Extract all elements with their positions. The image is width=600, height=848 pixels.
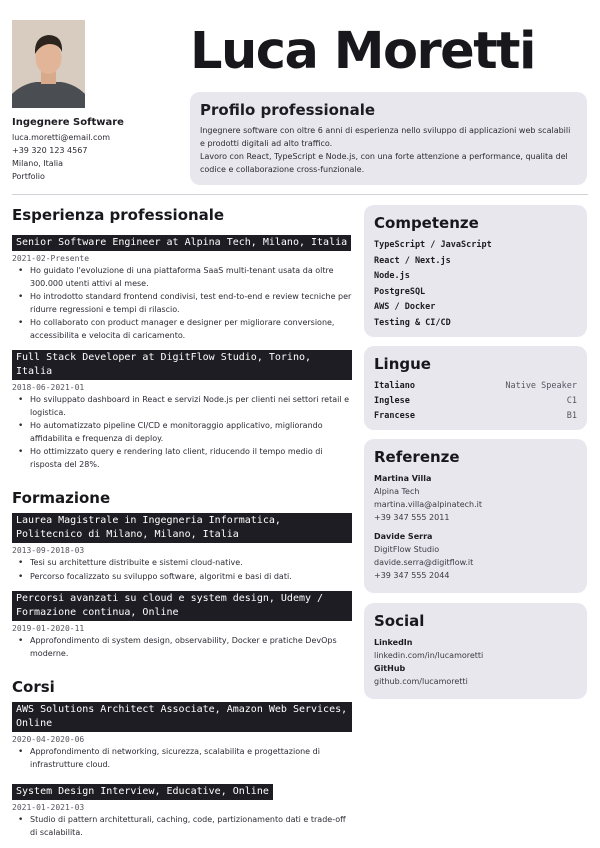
list-item: • Ho automatizzato pipeline CI/CD e monitoraggio applicativo, migliorando affidabilita e frequenza di deploy.	[30, 420, 352, 445]
entry-date: 2020-04-2020-06	[12, 735, 85, 744]
list-item: • Ho sviluppato dashboard in React e servizi Node.js per clienti nei settori retail e logistica.	[30, 394, 352, 419]
list-item: • Ho introdotto standard frontend condivisi, test end-to-end e review tecniche per ridurre regressioni e tempi di rilascio.	[30, 291, 352, 316]
social-link[interactable]: linkedin.com/in/lucamoretti	[374, 651, 484, 660]
languages-title: Lingue	[374, 355, 431, 373]
courses-title: Corsi	[12, 678, 55, 696]
phone-number: +39 320 123 4567	[12, 146, 88, 155]
language-name: Italiano	[374, 381, 415, 391]
experience-entry	[12, 350, 352, 471]
language-level: B1	[566, 411, 577, 421]
social-name: GitHub	[374, 664, 406, 673]
language-row	[374, 379, 577, 394]
reference-entry	[374, 530, 577, 582]
skill-item: Testing & CI/CD	[374, 317, 451, 328]
social-link[interactable]: github.com/lucamoretti	[374, 677, 468, 686]
skill-item: PostgreSQL	[374, 286, 426, 297]
list-item: • Percorso focalizzato su sviluppo software, algoritmi e basi di dati.	[30, 571, 352, 584]
list-item: • Approfondimento di networking, sicurezza, scalabilita e progettazione di infrastrutture cloud.	[30, 746, 352, 771]
language-name: Inglese	[374, 396, 410, 406]
list-item: • Ho guidato l'evoluzione di una piattaforma SaaS multi-tenant usata da oltre 300.000 utenti attivi al mese.	[30, 265, 352, 290]
list-item: • Studio di pattern architetturali, caching, code, partizionamento dati e trade-off di scalabilita.	[30, 814, 352, 839]
reference-name: Davide Serra	[374, 532, 433, 541]
course-entry	[12, 779, 352, 839]
entry-heading: Laurea Magistrale in Ingegneria Informatica, Politecnico di Milano, Milano, Italia	[12, 513, 352, 543]
social-title: Social	[374, 612, 425, 630]
language-row	[374, 409, 577, 424]
reference-company: Alpina Tech	[374, 487, 420, 496]
entry-date: 2021-02-Presente	[12, 254, 90, 263]
reference-entry	[374, 472, 577, 524]
location: Milano, Italia	[12, 159, 64, 168]
divider	[12, 194, 588, 195]
language-level: Native Speaker	[505, 381, 577, 391]
reference-phone: +39 347 555 2044	[374, 571, 450, 580]
list-item: • Ho ottimizzato query e rendering lato client, riducendo il tempo medio di risposta del 28%.	[30, 446, 352, 471]
email-link[interactable]: luca.moretti@email.com	[12, 133, 111, 142]
reference-email[interactable]: martina.villa@alpinatech.it	[374, 500, 482, 509]
entry-heading: System Design Interview, Educative, Online	[12, 784, 273, 800]
profile-card	[190, 92, 587, 185]
experience-title: Esperienza professionale	[12, 206, 225, 224]
reference-email[interactable]: davide.serra@digitflow.it	[374, 558, 474, 567]
portfolio-link[interactable]: Portfolio	[12, 172, 45, 181]
course-entry	[12, 702, 352, 771]
social-name: LinkedIn	[374, 638, 413, 647]
skill-item: React / Next.js	[374, 255, 451, 266]
references-title: Referenze	[374, 448, 460, 466]
entry-heading: Percorsi avanzati su cloud e system design, Udemy / Formazione continua, Online	[12, 591, 352, 621]
language-level: C1	[566, 396, 577, 406]
education-title: Formazione	[12, 489, 111, 507]
list-item: • Approfondimento di system design, observability, Docker e pratiche DevOps moderne.	[30, 635, 352, 660]
entry-heading: Full Stack Developer at DigitFlow Studio, Torino, Italia	[12, 350, 352, 380]
entry-date: 2021-01-2021-03	[12, 803, 85, 812]
entry-date: 2019-01-2020-11	[12, 624, 85, 633]
reference-phone: +39 347 555 2011	[374, 513, 450, 522]
skill-item: TypeScript / JavaScript	[374, 240, 492, 250]
reference-company: DigitFlow Studio	[374, 545, 440, 554]
language-row	[374, 394, 577, 409]
entry-date: 2018-06-2021-01	[12, 383, 85, 392]
education-entry	[12, 513, 352, 583]
languages-card	[364, 346, 587, 430]
entry-date: 2013-09-2018-03	[12, 546, 85, 555]
skill-item: Node.js	[374, 271, 410, 281]
main-column	[12, 206, 352, 847]
candidate-name: Luca Moretti	[190, 22, 535, 81]
profile-paragraph: Ingegnere software con oltre 6 anni di esperienza nello sviluppo di applicazioni web scalabili e prodotti digitali ad alto traffico.	[200, 126, 571, 148]
list-item: • Ho collaborato con product manager e designer per migliorare conversione, accessibilita e velocita di caricamento.	[30, 317, 352, 342]
skills-card	[364, 205, 587, 337]
entry-heading: Senior Software Engineer at Alpina Tech, Milano, Italia	[12, 235, 351, 251]
reference-name: Martina Villa	[374, 474, 432, 483]
profile-paragraph: Lavoro con React, TypeScript e Node.js, con una forte attenzione a performance, qualita del codice e collaborazione cross-funzionale.	[200, 152, 568, 174]
experience-entry	[12, 230, 352, 342]
skills-title: Competenze	[374, 214, 479, 232]
list-item: • Tesi su architetture distribuite e sistemi cloud-native.	[30, 557, 352, 570]
entry-heading: AWS Solutions Architect Associate, Amazon Web Services, Online	[12, 702, 352, 732]
references-card	[364, 439, 587, 593]
contact-block	[12, 117, 182, 183]
social-card	[364, 603, 587, 699]
profile-title: Profilo professionale	[200, 101, 376, 119]
language-name: Francese	[374, 411, 415, 421]
skill-item: AWS / Docker	[374, 302, 436, 312]
profile-photo	[12, 20, 85, 108]
job-title: Ingegnere Software	[12, 117, 124, 128]
education-entry	[12, 591, 352, 660]
